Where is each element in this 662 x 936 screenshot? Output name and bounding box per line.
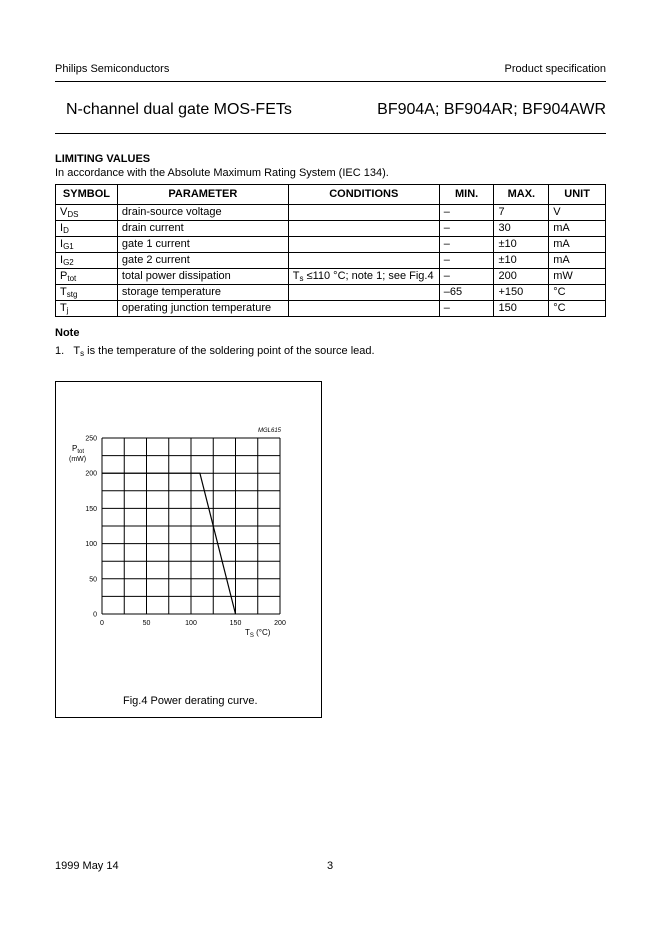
cell-parameter: gate 1 current xyxy=(117,237,288,253)
cell-parameter: storage temperature xyxy=(117,285,288,301)
header-company: Philips Semiconductors xyxy=(55,63,170,75)
cell-parameter: operating junction temperature xyxy=(117,301,288,317)
cell-conditions xyxy=(288,285,439,301)
cell-symbol: $I_{G2}$ xyxy=(56,253,118,269)
footer-date: 1999 May 14 xyxy=(55,860,119,872)
y-axis-label-sub: tot xyxy=(77,449,85,455)
cell-max: +150 xyxy=(494,285,549,301)
footer-page-number: 3 xyxy=(327,860,334,872)
note-body: is the temperature of the soldering point of the source lead. xyxy=(84,345,375,357)
title-rule xyxy=(55,133,606,134)
power-derating-chart xyxy=(55,381,322,681)
cell-max: 30 xyxy=(494,221,549,237)
cell-unit: mA xyxy=(549,237,606,253)
note-title: Note xyxy=(55,327,80,339)
cell-max: ±10 xyxy=(494,237,549,253)
cell-min: –65 xyxy=(439,285,494,301)
y-axis-label-main: P xyxy=(72,444,78,453)
col-header-parameter: PARAMETER xyxy=(117,185,288,205)
y-axis-unit: (mW) xyxy=(69,456,87,463)
y-tick-label: 150 xyxy=(85,505,97,513)
x-tick-label: 100 xyxy=(185,620,197,627)
col-header-unit: UNIT xyxy=(549,185,606,205)
note-symbol: T xyxy=(73,345,81,357)
limiting-values-table xyxy=(55,184,606,317)
cell-min: – xyxy=(439,253,494,269)
table-row xyxy=(56,301,606,317)
header-doc-type: Product specification xyxy=(504,63,606,75)
cell-symbol: $T_{stg}$ xyxy=(56,285,118,301)
chart-code: MGL615 xyxy=(258,428,282,434)
y-tick-label: 50 xyxy=(89,576,97,584)
table-row xyxy=(56,221,606,237)
y-tick-label: 100 xyxy=(85,541,97,549)
product-description: N-channel dual gate MOS-FETs xyxy=(66,101,292,118)
y-tick-label: 250 xyxy=(85,435,97,443)
cell-max: 7 xyxy=(494,205,549,221)
cell-min: – xyxy=(439,221,494,237)
x-axis-label-unit: (°C) xyxy=(253,628,271,637)
table-row xyxy=(56,237,606,253)
cell-min: – xyxy=(439,237,494,253)
col-header-max: MAX. xyxy=(494,185,549,205)
cell-unit: mA xyxy=(549,221,606,237)
chart-ticks xyxy=(85,436,286,628)
x-axis-label xyxy=(245,628,271,639)
cell-conditions xyxy=(288,221,439,237)
section-title: LIMITING VALUES xyxy=(55,153,151,165)
cell-min: – xyxy=(439,205,494,221)
cell-conditions xyxy=(288,237,439,253)
y-tick-label: 0 xyxy=(93,611,97,619)
table-row xyxy=(56,253,606,269)
note-number: 1. xyxy=(55,345,65,357)
x-axis-label-main: T xyxy=(245,628,250,637)
x-tick-label: 200 xyxy=(274,620,286,627)
table-header-row xyxy=(56,185,606,205)
col-header-conditions: CONDITIONS xyxy=(288,185,439,205)
y-tick-label: 200 xyxy=(85,470,97,478)
x-tick-label: 150 xyxy=(229,620,242,627)
cell-unit: V xyxy=(549,205,606,221)
header-rule xyxy=(55,81,606,82)
cell-symbol: $I_D$ xyxy=(56,221,118,237)
cell-min: – xyxy=(439,269,494,285)
x-tick-label: 50 xyxy=(142,620,151,627)
part-numbers: BF904A; BF904AR; BF904AWR xyxy=(377,101,606,118)
cell-symbol: $V_{DS}$ xyxy=(56,205,118,221)
note-text xyxy=(55,345,375,357)
y-axis-label xyxy=(72,444,84,455)
x-axis-label-sub: S xyxy=(249,633,254,639)
table-row xyxy=(56,285,606,301)
cell-parameter: drain-source voltage xyxy=(117,205,288,221)
cell-unit: °C xyxy=(549,301,606,317)
table-row xyxy=(56,205,606,221)
cell-parameter: drain current xyxy=(117,221,288,237)
cell-unit: mA xyxy=(549,253,606,269)
cell-min: – xyxy=(439,301,494,317)
table-row xyxy=(56,269,606,285)
section-subtitle: In accordance with the Absolute Maximum Rating System (IEC 134). xyxy=(55,167,389,179)
cell-conditions: $T_s \le 110$ °C; note 1; see Fig.4 xyxy=(288,269,439,285)
cell-conditions xyxy=(288,205,439,221)
cell-parameter: total power dissipation xyxy=(117,269,288,285)
x-tick-label: 0 xyxy=(100,620,104,627)
cell-conditions xyxy=(288,301,439,317)
cell-max: 200 xyxy=(494,269,549,285)
note-symbol-sub: s xyxy=(80,349,85,358)
cell-conditions xyxy=(288,253,439,269)
cell-max: 150 xyxy=(494,301,549,317)
cell-parameter: gate 2 current xyxy=(117,253,288,269)
cell-unit: °C xyxy=(549,285,606,301)
cell-unit: mW xyxy=(549,269,606,285)
cell-symbol: $I_{G1}$ xyxy=(56,237,118,253)
col-header-min: MIN. xyxy=(439,185,494,205)
chart-grid xyxy=(102,438,280,614)
figure-caption: Fig.4 Power derating curve. xyxy=(123,695,258,707)
cell-symbol: $T_j$ xyxy=(56,301,118,317)
col-header-symbol: SYMBOL xyxy=(56,185,118,205)
cell-max: ±10 xyxy=(494,253,549,269)
cell-symbol: $P_{tot}$ xyxy=(56,269,118,285)
